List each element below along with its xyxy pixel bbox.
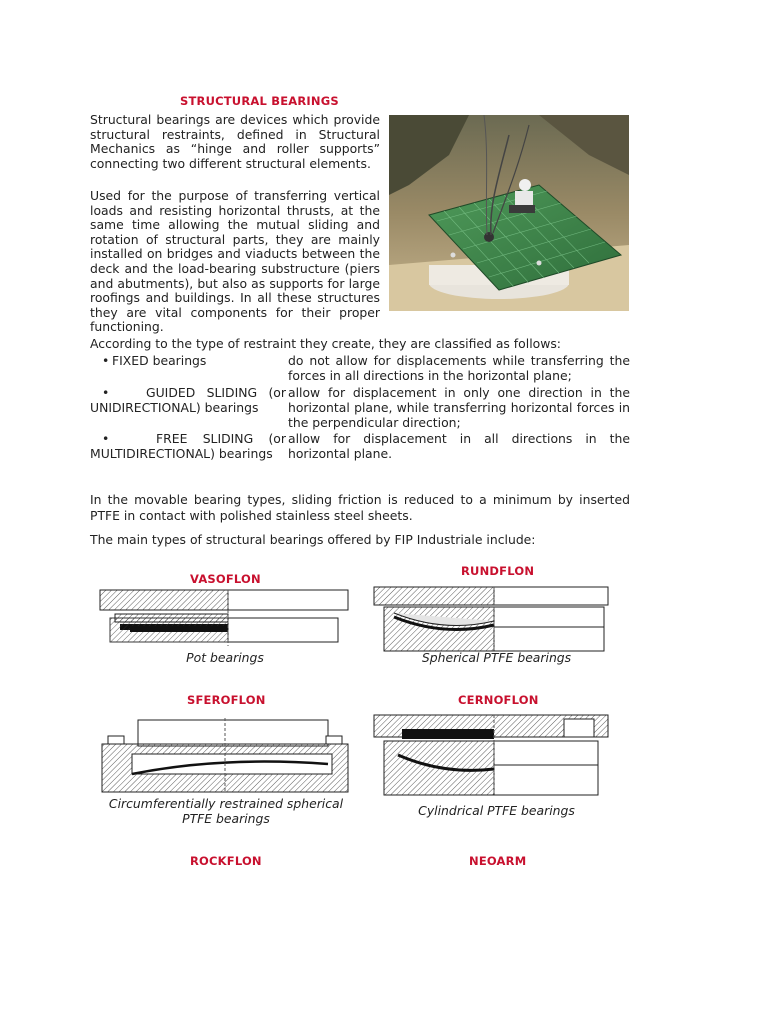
caption-pot-bearings: Pot bearings: [186, 650, 264, 665]
bullet-glyph: •: [102, 353, 110, 368]
caption-spherical-bearings: Spherical PTFE bearings: [421, 650, 572, 665]
spherical-bearing-drawing: [374, 587, 610, 651]
intro-paragraph: Structural bearings are devices which provide structural restraints, defined in Structural Mechanics as “hinge and roller supports” connecting two different structural elements.: [90, 112, 380, 171]
caption-restrained-spherical: Circumferentially restrained spherical PTFE bearings: [108, 796, 344, 826]
bearing-type-sferoflon: SFEROFLON: [187, 693, 266, 707]
class-description: allow for displacement in only one direction in the horizontal plane, while transferring horizontal forces in the perpendicular direction;: [288, 385, 630, 431]
types-intro: The main types of structural bearings offered by FIP Industriale include:: [90, 532, 536, 547]
cylindrical-bearing-drawing: [374, 715, 610, 795]
pot-bearing-drawing: [100, 590, 350, 646]
class-name: FIXED bearings: [112, 353, 207, 368]
bearing-type-cernoflon: CERNOFLON: [458, 693, 539, 707]
bullet-glyph: •: [102, 431, 110, 446]
caption-cylindrical-bearings: Cylindrical PTFE bearings: [418, 803, 575, 818]
page-title: STRUCTURAL BEARINGS: [180, 94, 339, 108]
class-description: allow for displacement in all directions in the horizontal plane.: [288, 431, 630, 462]
class-name: FREE SLIDING (or MULTIDIRECTIONAL) bearings: [90, 431, 286, 462]
bearing-type-vasoflon: VASOFLON: [190, 572, 261, 586]
restrained-spherical-bearing-drawing: [102, 718, 348, 792]
bearing-type-rockflon: ROCKFLON: [190, 854, 262, 868]
purpose-paragraph: Used for the purpose of transferring vertical loads and resisting horizontal thrusts, at the same time allowing the mutual sliding and rotation of structural parts, they are mainly installed on bridges and viaducts between the deck and the load-bearing substructure (piers and abutments), but also as supports for large roofings and buildings. In all these structures they are vital components for their proper functioning.: [90, 188, 380, 335]
class-description: do not allow for displacements while transferring the forces in all directions in the horizontal plane;: [288, 353, 630, 384]
class-name: GUIDED SLIDING (or UNIDIRECTIONAL) bearings: [90, 385, 286, 416]
bearing-type-rundflon: RUNDFLON: [461, 564, 535, 578]
classification-intro: According to the type of restraint they create, they are classified as follows:: [90, 336, 561, 351]
bearing-type-neoarm: NEOARM: [469, 854, 527, 868]
bearing-installation-photo: [389, 115, 629, 311]
friction-paragraph: In the movable bearing types, sliding friction is reduced to a minimum by inserted PTFE in contact with polished stainless steel sheets.: [90, 492, 630, 523]
bullet-glyph: •: [102, 385, 110, 400]
